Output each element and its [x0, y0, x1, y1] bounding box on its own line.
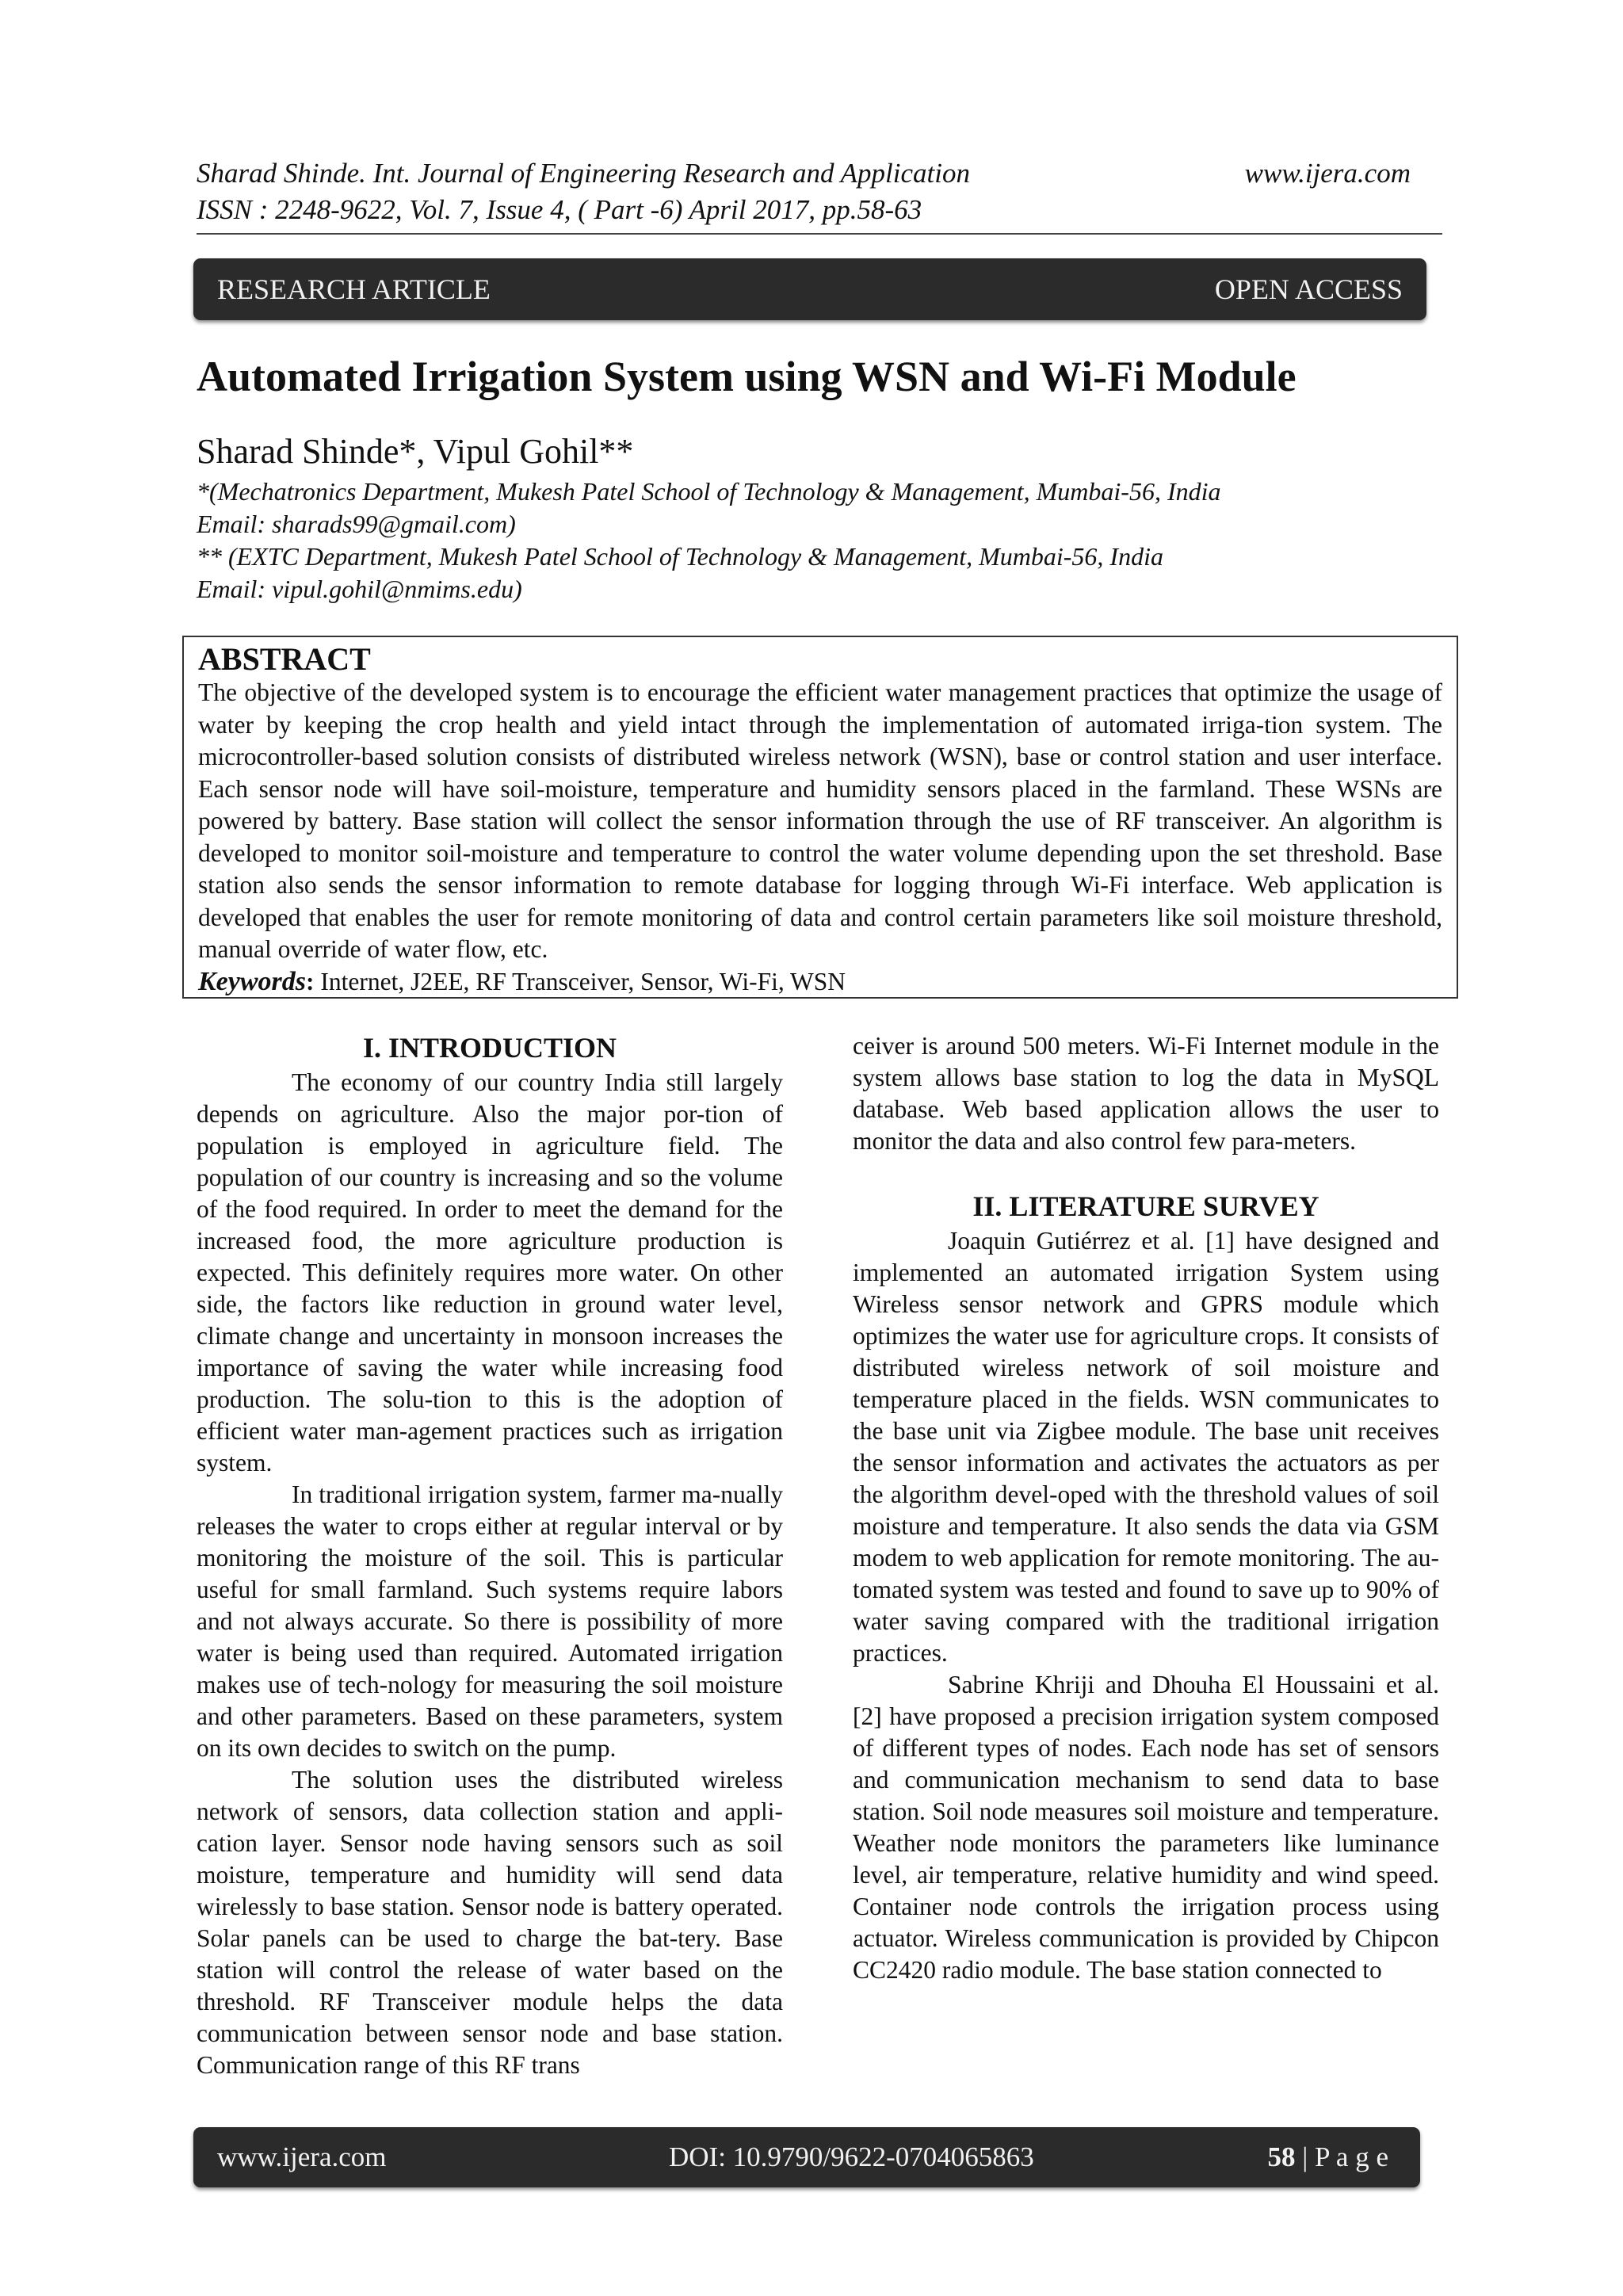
- page-label: | P a g e: [1295, 2141, 1388, 2172]
- abstract-text: The objective of the developed system is to encourage the efficient water management practices that optimize the usage of water by keeping the crop health and yield intact through the implementation of automated irriga-tion system. The microcontroller-based solution consists of distributed wireless network (WSN), base or control station and user interface. Each sensor node will have soil-moisture, temperature and humidity sensors placed in the farmland. These WSNs are powered by battery. Base station will collect the sensor information through the use of RF transceiver. An algorithm is developed to monitor soil-moisture and temperature to control the water volume depending upon the set threshold. Base station also sends the sensor information to remote database for logging through Wi-Fi interface. Web application is developed that enables the user for remote monitoring of data and control certain parameters like soil moisture threshold, manual override of water flow, etc.: [198, 678, 1442, 963]
- keywords-line: [198, 966, 1442, 998]
- article-type-banner: [193, 258, 1426, 320]
- affiliation-1-email[interactable]: Email: sharads99@gmail.com): [197, 510, 516, 538]
- running-header: [197, 155, 1411, 228]
- intro-paragraph-continued: ceiver is around 500 meters. Wi-Fi Internet module in the system allows base station to log the data in MySQL database. Web based application allows the user to monitor the data and also control few para-meters.: [853, 1032, 1439, 1155]
- author-list: Sharad Shinde*, Vipul Gohil**: [197, 432, 634, 471]
- section-heading-literature-survey: II. LITERATURE SURVEY: [972, 1190, 1319, 1222]
- left-column: [197, 1030, 783, 2081]
- intro-paragraph-3: The solution uses the distributed wireless network of sensors, data collection station and appli-cation layer. Sensor node having sensors such as soil moisture, temperature and humidity will send data wirelessly to base station. Sensor node is battery operated. Solar panels can be used to charge the bat-tery. Base station will control the release of water based on the threshold. RF Transceiver module helps the data communication between sensor node and base station. Communication range of this RF trans: [197, 1766, 783, 2079]
- footer-page-number: [1268, 2141, 1389, 2173]
- page-footer: [193, 2127, 1420, 2187]
- article-type-label: RESEARCH ARTICLE: [217, 273, 491, 305]
- affiliation-2: ** (EXTC Department, Mukesh Patel School of Technology & Management, Mumbai-56, India: [197, 542, 1163, 571]
- page-number: 58: [1267, 2141, 1296, 2172]
- intro-paragraph-1: The economy of our country India still largely depends on agriculture. Also the major por-tion of population is employed in agriculture field. The population of our country is increasing and so the volume of the food required. In order to meet the demand for the increased food, the more agriculture production is expected. This definitely requires more water. On other side, the factors like reduction in ground water level, climate change and uncertainty in monsoon increases the importance of saving the water while increasing food production. The solu-tion to this is the adoption of efficient water man-agement practices such as irrigation system.: [197, 1068, 783, 1477]
- keywords-separator: :: [306, 967, 315, 995]
- journal-website[interactable]: www.ijera.com: [1244, 158, 1411, 189]
- affiliations: [197, 476, 1433, 606]
- literature-paragraph-1: Joaquin Gutiérrez et al. [1] have designed and implemented an automated irrigation System using Wireless sensor network and GPRS module which optimizes the water use for agriculture crops. It consists of distributed wireless network of soil moisture and temperature placed in the fields. WSN communicates to the base unit via Zigbee module. The base unit receives the sensor information and activates the actuators as per the algorithm devel-oped with the threshold values of soil moisture and temperature. It also sends the data via GSM modem to web application for remote monitoring. The au-tomated system was tested and found to save up to 90% of water saving compared with the traditional irrigation practices.: [853, 1227, 1439, 1667]
- right-column: [853, 1030, 1439, 1986]
- abstract-box: [182, 636, 1458, 999]
- issn-line: ISSN : 2248-9622, Vol. 7, Issue 4, ( Part -6) April 2017, pp.58-63: [197, 194, 922, 225]
- abstract-heading: ABSTRACT: [198, 641, 371, 677]
- keywords-label: Keywords: [198, 966, 306, 996]
- open-access-label: OPEN ACCESS: [1214, 273, 1403, 305]
- affiliation-1: *(Mechatronics Department, Mukesh Patel School of Technology & Management, Mumbai-56, India: [197, 477, 1221, 506]
- section-heading-introduction: I. INTRODUCTION: [362, 1032, 617, 1064]
- journal-citation: Sharad Shinde. Int. Journal of Engineering Research and Application: [197, 158, 970, 189]
- paper-title: Automated Irrigation System using WSN and Wi-Fi Module: [197, 353, 1296, 400]
- header-divider: [197, 233, 1442, 235]
- literature-paragraph-2: Sabrine Khriji and Dhouha El Houssaini et al. [2] have proposed a precision irrigation system composed of different types of nodes. Each node has set of sensors and communication mechanism to send data to base station. Soil node measures soil moisture and temperature. Weather node monitors the parameters like luminance level, air temperature, relative humidity and wind speed. Container node controls the irrigation process using actuator. Wireless communication is provided by Chipcon CC2420 radio module. The base station connected to: [853, 1671, 1439, 1984]
- affiliation-2-email[interactable]: Email: vipul.gohil@nmims.edu): [197, 575, 522, 603]
- section-spacer: [853, 1157, 1439, 1189]
- footer-website[interactable]: www.ijera.com: [217, 2141, 387, 2172]
- footer-doi: DOI: 10.9790/9622-0704065863: [669, 2141, 1034, 2172]
- keywords-list: Internet, J2EE, RF Transceiver, Sensor, Wi-Fi, WSN: [314, 967, 846, 995]
- intro-paragraph-2: In traditional irrigation system, farmer ma-nually releases the water to crops either at regular interval or by monitoring the moisture of the soil. This is particular useful for small farmland. Such systems require labors and not always accurate. So there is possibility of more water is being used than required. Automated irrigation makes use of tech-nology for measuring the soil moisture and other parameters. Based on these parameters, system on its own decides to switch on the pump.: [197, 1480, 783, 1762]
